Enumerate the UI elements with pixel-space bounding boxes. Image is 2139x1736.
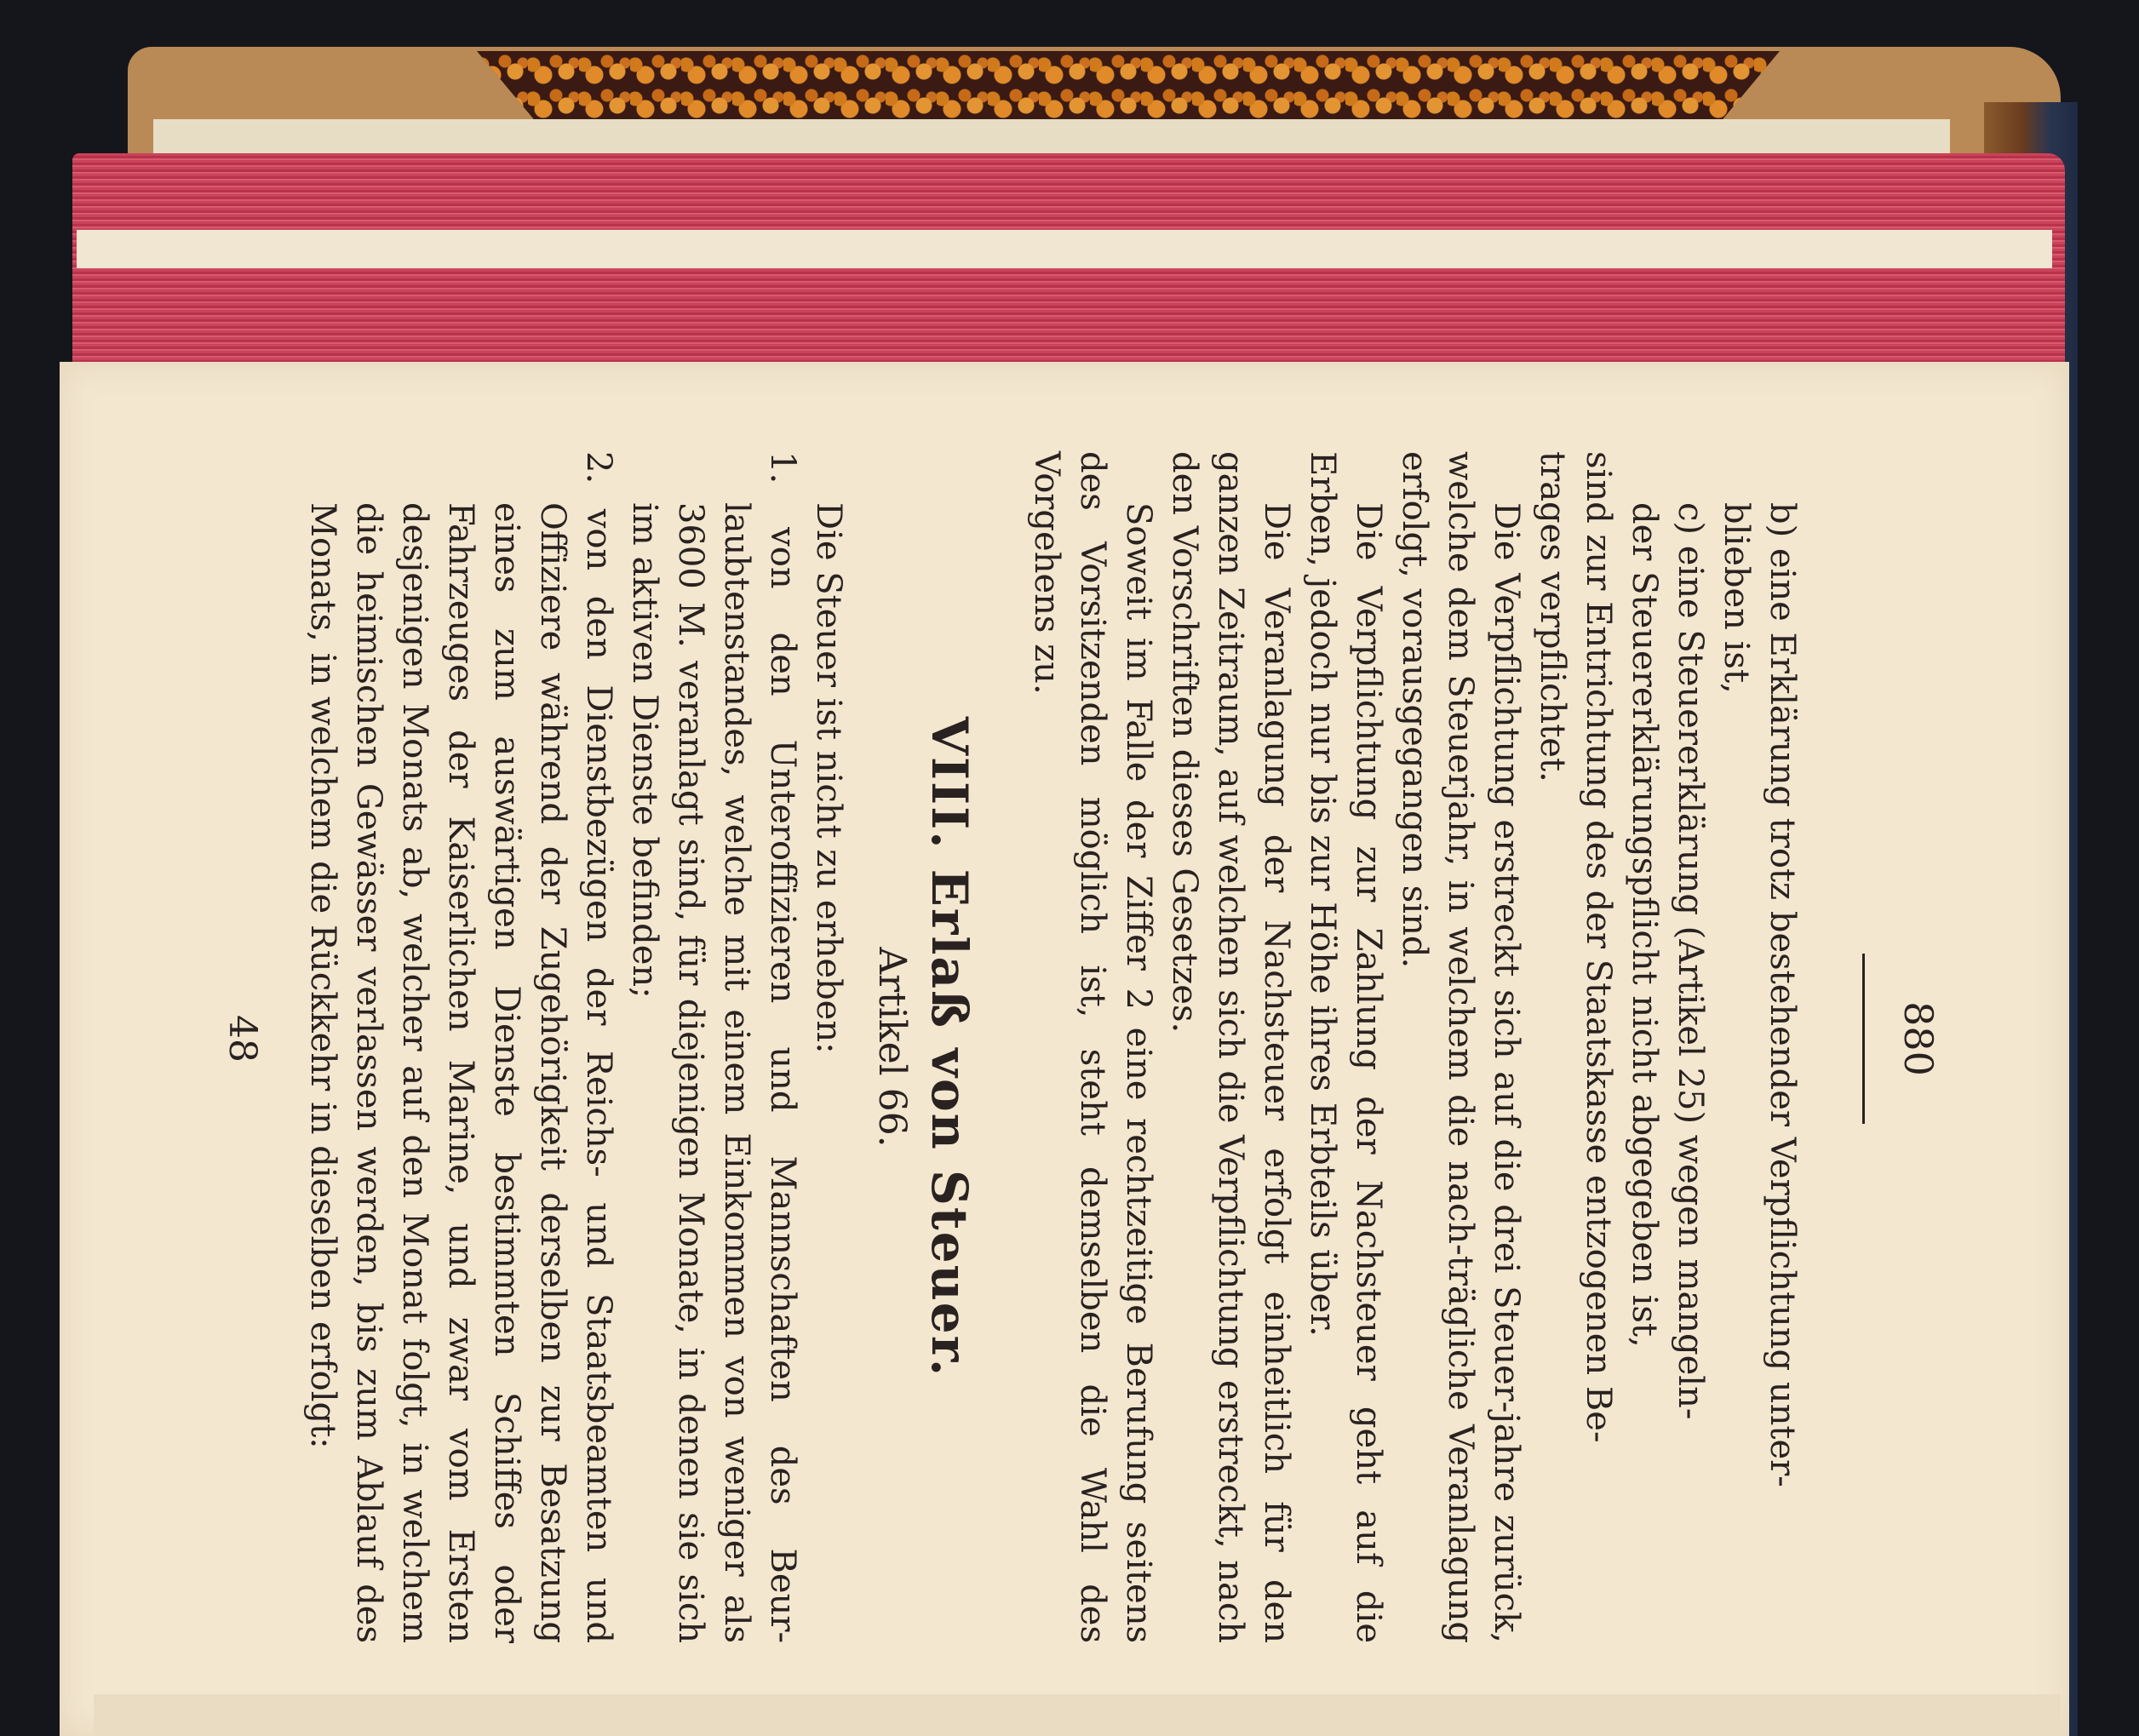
list-item-1: 1. von den Unteroffizieren und Mannschaften des Beur-laubtenstandes, welche mit einem Einkommen von weniger als 3600 M. veranlagt sind, für diejenigen Monate, in denen sie sich im aktiven Dienste befinden; [625, 451, 802, 1643]
page-content [300, 451, 1805, 1643]
page-text-block [170, 417, 1958, 1660]
line-c-cont: der Steuererklärungspflicht nicht abgegeben ist, [1625, 502, 1664, 1348]
page-number: 880 [1895, 1001, 1941, 1076]
line-b-cont: blieben ist, [1717, 502, 1756, 694]
line-b: b) eine Erklärung trotz bestehender Verpflichtung unter- [1763, 502, 1802, 1487]
footer-number: 48 [221, 1015, 264, 1063]
paragraph-4: Soweit im Falle der Ziffer 2 eine rechtzeitige Berufung seitens des Vorsitzenden möglich ist, steht demselben die Wahl des Vorgehens zu. [1027, 451, 1158, 1643]
article-heading: Artikel 66. [870, 947, 914, 1148]
line-c: c) eine Steuererklärung (Artikel 25) wegen mangeln- [1671, 502, 1710, 1420]
paragraph-2: Die Verpflichtung zur Zahlung der Nachsteuer geht auf die Erben, jedoch nur bis zur Höhe ihres Erbteils über. [1303, 451, 1388, 1643]
section-heading: VIII. Erlaß von Steuer. [920, 716, 978, 1378]
header-rule [1862, 954, 1865, 1124]
line-sind: sind zur Entrichtung des der Staatskasse entzogenen Be- [1579, 451, 1618, 1443]
page-edge-white [77, 230, 2052, 268]
paragraph-1: Die Verpflichtung erstreckt sich auf die drei Steuer-jahre zurück, welche dem Steuerjahr, in welchem die nach-trägliche Veranlagung erfolgt, vorausgegangen sind. [1395, 451, 1526, 1643]
page-bottom-edge [94, 1694, 2061, 1736]
line-trages: trages verpflichtet. [1533, 451, 1572, 782]
intro-line: Die Steuer ist nicht zu erheben: [809, 502, 848, 1054]
paragraph-3: Die Veranlagung der Nachsteuer erfolgt einheitlich für den ganzen Zeitraum, auf welchen sich die Verpflichtung erstreckt, nach den Vorschriften dieses Gesetzes. [1165, 451, 1296, 1643]
list-item-2: 2. von den Dienstbezügen der Reichs- und Staatsbeamten und Offiziere während der Zugehörigkeit derselben zur Besatzung eines zum auswärtigen Dienste bestimmten Schiffes oder Fahrzeuges der Kaiserlichen Marine, und zwar vom Ersten desjenigen Monats ab, welcher auf den Monat folgt, in welchem die heimischen Gewässer verlassen werden, bis zum Ablauf des Monats, in welchem die Rückkehr in dieselben erfolgt: [303, 451, 618, 1643]
